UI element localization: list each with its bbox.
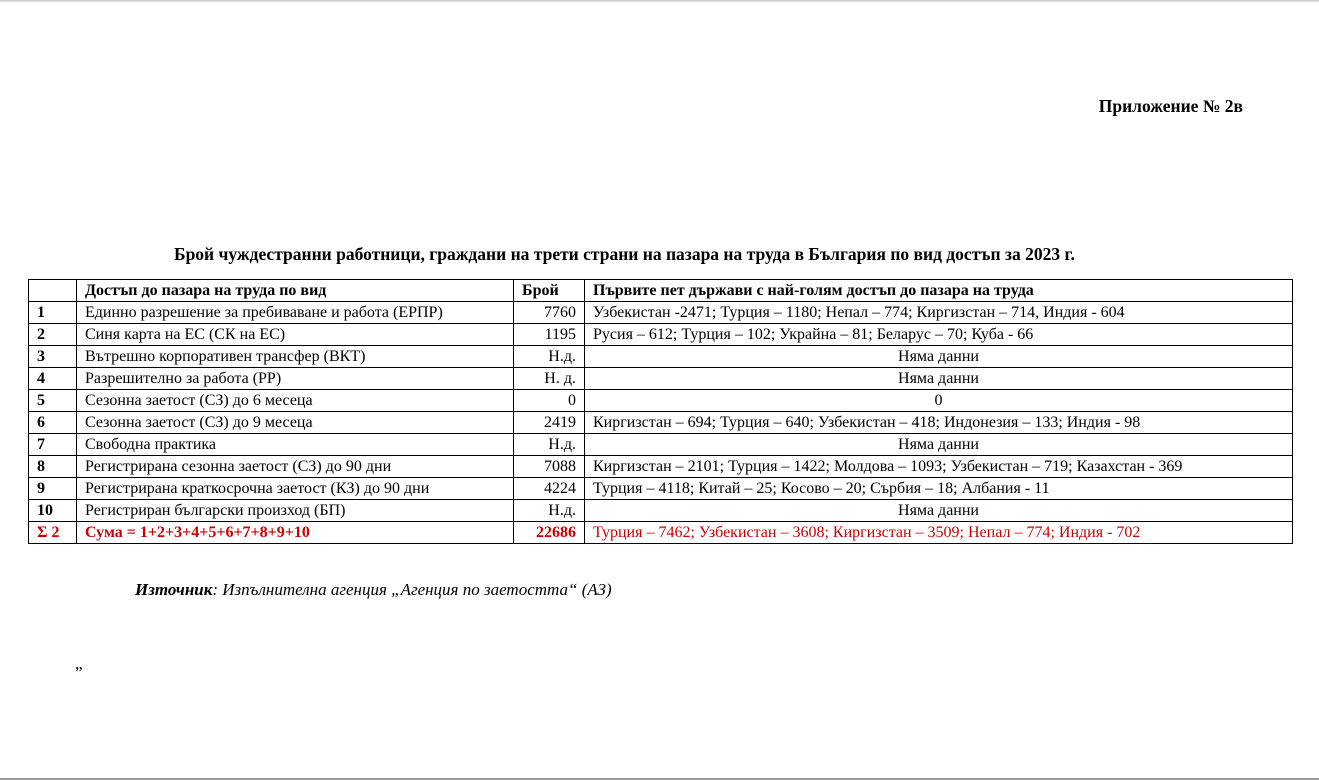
- source-label: Източник: [135, 580, 213, 599]
- total-row: [29, 522, 1293, 544]
- row-access-type: Синя карта на ЕС (СК на ЕС): [77, 324, 514, 346]
- table-row: [29, 346, 1293, 368]
- page-top-edge: [0, 0, 1319, 3]
- row-number: 3: [29, 346, 77, 368]
- row-access-type: Регистриран български произход (БП): [77, 500, 514, 522]
- row-access-type: Свободна практика: [77, 434, 514, 456]
- row-number: 5: [29, 390, 77, 412]
- row-countries: Киргизстан – 694; Турция – 640; Узбекистан – 418; Индонезия – 133; Индия - 98: [585, 412, 1293, 434]
- row-access-type: Вътрешно корпоративен трансфер (ВКТ): [77, 346, 514, 368]
- table-row: [29, 368, 1293, 390]
- document-title: Брой чуждестранни работници, граждани на трети страни на пазара на труда в България по вид достъп за 2023 г.: [174, 244, 1075, 264]
- row-number: 10: [29, 500, 77, 522]
- row-number: 6: [29, 412, 77, 434]
- access-table: [28, 279, 1293, 544]
- closing-quote-mark: „: [75, 654, 83, 673]
- row-access-type: Регистрирана краткосрочна заетост (КЗ) до 90 дни: [77, 478, 514, 500]
- table-row: [29, 434, 1293, 456]
- total-count: 22686: [514, 522, 585, 544]
- header-num: [29, 280, 77, 302]
- source-note: [135, 580, 612, 600]
- row-access-type: Регистрирана сезонна заетост (СЗ) до 90 дни: [77, 456, 514, 478]
- source-text: : Изпълнителна агенция „Агенция по заетостта“ (АЗ): [212, 580, 612, 599]
- row-count: 0: [514, 390, 585, 412]
- row-countries: Няма данни: [585, 500, 1293, 522]
- table-row: [29, 302, 1293, 324]
- row-count: 1195: [514, 324, 585, 346]
- row-count: Н.д.: [514, 500, 585, 522]
- header-count: Брой: [514, 280, 585, 302]
- row-count: 7088: [514, 456, 585, 478]
- row-number: 9: [29, 478, 77, 500]
- row-countries: Няма данни: [585, 368, 1293, 390]
- row-access-type: Разрешително за работа (РР): [77, 368, 514, 390]
- row-number: 7: [29, 434, 77, 456]
- table-header-row: [29, 280, 1293, 302]
- header-access-type: Достъп до пазара на труда по вид: [77, 280, 514, 302]
- row-countries: Няма данни: [585, 434, 1293, 456]
- total-countries: Турция – 7462; Узбекистан – 3608; Киргизстан – 3509; Непал – 774; Индия - 702: [585, 522, 1293, 544]
- row-number: 2: [29, 324, 77, 346]
- table-row: [29, 412, 1293, 434]
- table-row: [29, 500, 1293, 522]
- row-countries: Турция – 4118; Китай – 25; Косово – 20; Сърбия – 18; Албания - 11: [585, 478, 1293, 500]
- appendix-label: Приложение № 2в: [1098, 96, 1243, 116]
- table-row: [29, 478, 1293, 500]
- table-row: [29, 390, 1293, 412]
- row-count: 4224: [514, 478, 585, 500]
- row-access-type: Единно разрешение за пребиваване и работа (ЕРПР): [77, 302, 514, 324]
- row-countries: Няма данни: [585, 346, 1293, 368]
- row-countries: 0: [585, 390, 1293, 412]
- total-label: Σ 2: [29, 522, 77, 544]
- row-number: 8: [29, 456, 77, 478]
- row-access-type: Сезонна заетост (СЗ) до 9 месеца: [77, 412, 514, 434]
- row-number: 4: [29, 368, 77, 390]
- row-countries: Узбекистан -2471; Турция – 1180; Непал – 774; Киргизстан – 714, Индия - 604: [585, 302, 1293, 324]
- table-row: [29, 324, 1293, 346]
- row-countries: Киргизстан – 2101; Турция – 1422; Молдова – 1093; Узбекистан – 719; Казахстан - 369: [585, 456, 1293, 478]
- row-count: Н.д.: [514, 346, 585, 368]
- row-count: Н. д.: [514, 368, 585, 390]
- table-row: [29, 456, 1293, 478]
- row-count: Н.д.: [514, 434, 585, 456]
- total-formula: Сума = 1+2+3+4+5+6+7+8+9+10: [77, 522, 514, 544]
- row-number: 1: [29, 302, 77, 324]
- header-top-countries: Първите пет държави с най-голям достъп до пазара на труда: [585, 280, 1293, 302]
- row-count: 7760: [514, 302, 585, 324]
- row-countries: Русия – 612; Турция – 102; Украйна – 81; Беларус – 70; Куба - 66: [585, 324, 1293, 346]
- row-count: 2419: [514, 412, 585, 434]
- row-access-type: Сезонна заетост (СЗ) до 6 месеца: [77, 390, 514, 412]
